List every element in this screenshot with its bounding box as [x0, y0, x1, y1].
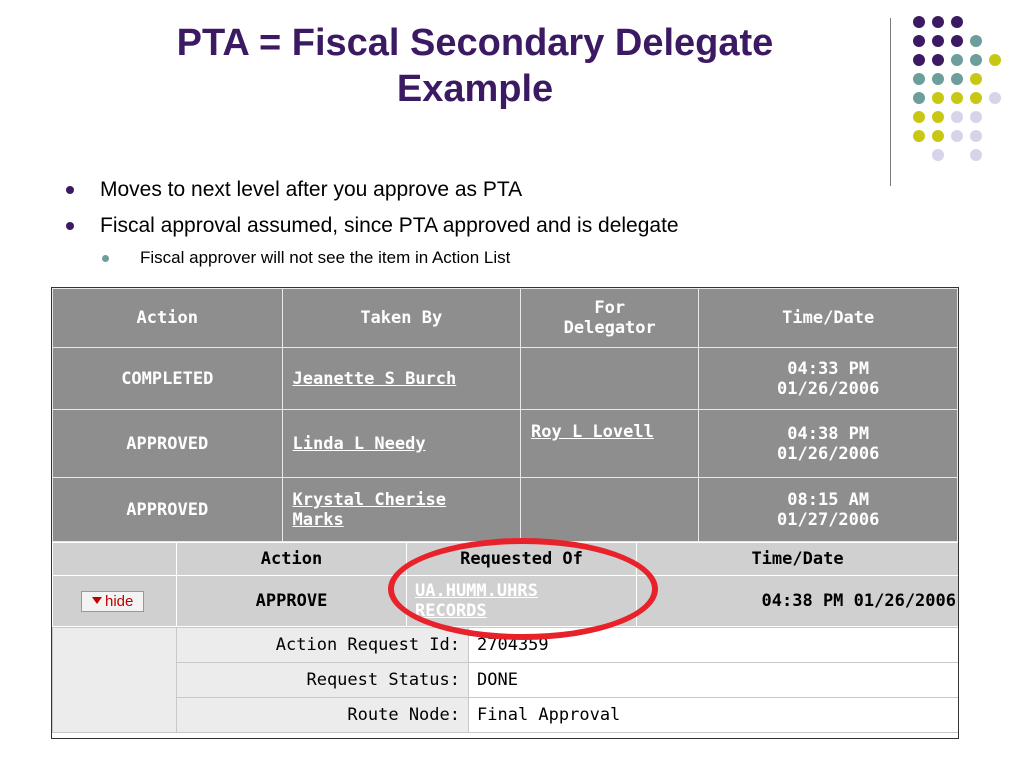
sub-bullet-dot-icon — [102, 255, 109, 262]
taken-by-line1: Krystal Cherise — [292, 489, 447, 510]
route-log-table — [52, 288, 958, 542]
row-time: 04:38 PM — [787, 423, 870, 444]
table-row — [53, 348, 958, 410]
hide-button[interactable] — [81, 591, 144, 612]
decorative-dot-grid — [0, 0, 1024, 170]
bullet-item — [64, 172, 884, 208]
bullet-text: Fiscal approval assumed, since PTA approved and is delegate — [100, 214, 679, 237]
detail-value: 2704359 — [469, 628, 959, 663]
detail-value: DONE — [469, 663, 959, 698]
detail-value: Final Approval — [469, 698, 959, 733]
requested-of-line1: UA.HUMM.UHRS — [415, 581, 538, 601]
table-row — [53, 410, 958, 478]
sub-bullet-text: Fiscal approver will not see the item in Action List — [140, 248, 511, 267]
row-action: APPROVED — [53, 410, 283, 478]
bullet-item — [64, 208, 884, 244]
bullet-dot-icon — [66, 222, 74, 230]
route-log-header-row — [53, 289, 958, 348]
pending-col-requested-of: Requested Of — [407, 543, 637, 576]
col-header-action: Action — [53, 289, 283, 348]
row-for-delegator — [521, 348, 699, 410]
row-taken-by — [282, 410, 521, 478]
row-action: COMPLETED — [53, 348, 283, 410]
detail-label: Action Request Id: — [177, 628, 469, 663]
row-time-date — [699, 410, 958, 478]
col-header-time-date: Time/Date — [699, 289, 958, 348]
detail-spacer — [53, 628, 177, 733]
col-header-for-delegator — [521, 289, 699, 348]
hide-button-label: hide — [105, 592, 134, 610]
requested-of-line2: RECORDS — [415, 601, 487, 621]
detail-row — [53, 663, 959, 698]
for-delegator-link[interactable]: Roy L Lovell — [531, 422, 654, 442]
taken-by-link[interactable]: Linda L Needy — [292, 433, 426, 454]
bullet-text: Moves to next level after you approve as PTA — [100, 178, 523, 201]
pending-time-date: 04:38 PM 01/26/2006 — [637, 576, 959, 627]
row-for-delegator — [521, 478, 699, 542]
highlight-ellipse — [388, 538, 658, 640]
detail-label: Request Status: — [177, 663, 469, 698]
row-time-date — [699, 478, 958, 542]
pending-col-blank — [53, 543, 177, 576]
sub-bullet-item — [64, 244, 884, 272]
taken-by-link[interactable] — [293, 490, 447, 530]
slide-title-line1: PTA = Fiscal Secondary Delegate — [176, 22, 774, 64]
for-delegator-line1: For — [594, 298, 626, 318]
pending-action: APPROVE — [177, 576, 407, 627]
taken-by-line2: Marks — [292, 509, 344, 530]
row-taken-by — [282, 348, 521, 410]
row-time: 08:15 AM — [787, 489, 870, 510]
row-taken-by — [282, 478, 521, 542]
hide-cell — [53, 576, 177, 627]
dot-grid-icon — [913, 16, 1001, 161]
row-date: 01/26/2006 — [777, 378, 880, 399]
triangle-down-icon — [92, 597, 102, 604]
route-log-screenshot — [51, 287, 959, 739]
taken-by-link[interactable]: Jeanette S Burch — [292, 368, 457, 389]
slide-title-line2: Example — [396, 68, 554, 110]
row-time-date — [699, 348, 958, 410]
col-header-taken-by: Taken By — [282, 289, 521, 348]
table-row — [53, 478, 958, 542]
row-action: APPROVED — [53, 478, 283, 542]
row-time: 04:33 PM — [787, 358, 870, 379]
row-for-delegator — [521, 410, 699, 478]
detail-row — [53, 698, 959, 733]
bullet-list — [64, 172, 884, 272]
detail-label: Route Node: — [177, 698, 469, 733]
row-date: 01/26/2006 — [777, 443, 880, 464]
pending-col-action: Action — [177, 543, 407, 576]
bullet-dot-icon — [66, 186, 74, 194]
for-delegator-line2: Delegator — [563, 318, 656, 338]
request-details-table — [52, 627, 959, 733]
row-date: 01/27/2006 — [777, 509, 880, 530]
pending-col-time-date: Time/Date — [637, 543, 959, 576]
